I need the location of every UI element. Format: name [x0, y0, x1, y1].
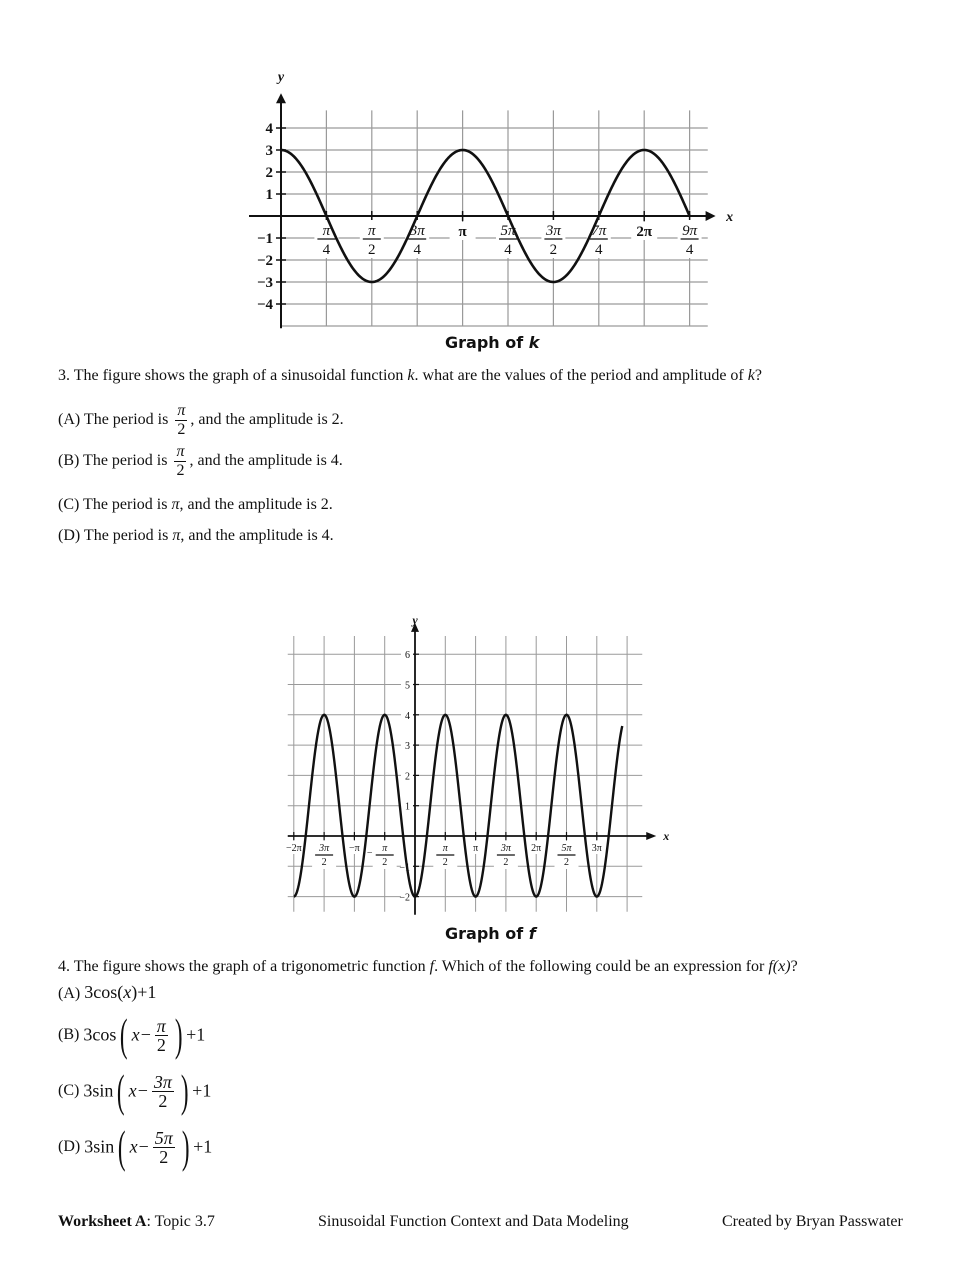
graph-f-x-tick-label [367, 841, 397, 869]
graph-k-x-tick-label-num: π [322, 223, 331, 239]
graph-k-y-tick-label: 1 [265, 187, 273, 203]
graph-f-x-tick-label-num: π [382, 843, 388, 854]
graph-f-x-ticks [283, 832, 608, 869]
graph-k-x-tick-label [405, 220, 429, 258]
graph-k-x-tick-label-den: 2 [549, 242, 558, 258]
graph-k-x-tick-label-den: 4 [595, 242, 603, 258]
graph-k-x-tick-label: 2π [636, 224, 653, 240]
graph-k-x-tick-label-den: 4 [504, 242, 512, 258]
question-3-option-c[interactable]: (C) The period is π, and the amplitude is 2. [58, 496, 333, 513]
graph-f-x-tick-label [494, 841, 518, 869]
graph-f-x-tick-label-den: 2 [321, 857, 327, 868]
question-3-option-a[interactable]: (A) The period is $\frac{\pi}{2}$ , and the amplitude is 2. [58, 402, 344, 438]
graph-f-x-arrow [646, 832, 656, 840]
graph-k-y-tick-label: 4 [265, 121, 273, 137]
graph-f [285, 608, 698, 918]
graph-k-caption: Graph of k [445, 333, 540, 352]
graph-k-x-label: x [726, 210, 734, 225]
graph-f-y-tick-label: 3 [405, 741, 410, 753]
graph-f-y-tick-label: −2 [399, 892, 410, 904]
graph-f-x-tick-label-den: 2 [564, 857, 569, 868]
question-4-option-c[interactable]: (C) 3sin( x− $\frac{3\pi}{2}$ ) +1 [58, 1065, 212, 1116]
graph-k-x-tick-label-num: 9π [682, 223, 698, 239]
graph-f-y-tick-label: 1 [405, 801, 410, 813]
graph-f-x-tick-label-den: 2 [382, 857, 388, 868]
graph-k-y-tick-label: −2 [256, 253, 273, 269]
graph-f-y-ticks [399, 648, 419, 903]
graph-f-x-tick-label: π [473, 843, 479, 854]
graph-f-x-tick-label-den: 2 [503, 857, 509, 868]
graph-f-x-tick-label [433, 841, 457, 869]
graph-k [240, 65, 740, 335]
graph-f-x-label: x [663, 829, 670, 843]
graph-f-y-tick-label: 5 [405, 680, 410, 692]
graph-k-x-tick-label-num: π [368, 223, 376, 239]
graph-k-y-tick-label: −3 [256, 275, 273, 291]
graph-k-x-tick-label-den: 4 [685, 242, 694, 258]
graph-k-x-tick-label-num: 7π [591, 223, 607, 239]
graph-f-x-tick-label: 2π [531, 843, 542, 854]
footer-worksheet: Worksheet A: Topic 3.7 [58, 1213, 215, 1230]
graph-k-x-tick-label [496, 220, 520, 258]
graph-f-x-tick-label-num: π [442, 843, 448, 854]
graph-f-y-label: y [412, 613, 418, 627]
graph-k-y-tick-label: −1 [256, 231, 273, 247]
graph-k-x-tick-label-num: 3π [409, 223, 425, 239]
graph-k-x-tick-label [678, 220, 702, 258]
footer-title: Sinusoidal Function Context and Data Modeling [318, 1213, 629, 1230]
graph-f-x-tick-label [312, 841, 336, 869]
graph-f-x-tick-label-num: 3π [319, 843, 330, 854]
graph-k-x-tick-label [587, 220, 611, 258]
graph-f-x-tick-label [555, 841, 579, 869]
graph-k-x-tick-label [541, 220, 565, 258]
graph-f-y-tick-label: 6 [405, 650, 410, 662]
graph-f-x-tick-label-num: 5π [561, 843, 572, 854]
graph-k-y-arrow [276, 93, 286, 103]
footer-author: Created by Bryan Passwater [722, 1213, 903, 1230]
graph-f-caption: Graph of f [445, 924, 536, 943]
graph-k-x-arrow [706, 211, 716, 221]
question-4-option-d[interactable]: (D) 3sin( x− $\frac{5\pi}{2}$ ) +1 [58, 1121, 213, 1172]
graph-k-x-tick-label-den: 2 [368, 242, 376, 258]
graph-f-y-tick-label: 2 [405, 771, 410, 783]
graph-f-axes [285, 613, 670, 915]
graph-k-y-tick-label: −4 [256, 297, 273, 313]
graph-k-x-tick-label-den: 4 [322, 242, 331, 258]
question-3-stem: 3. The figure shows the graph of a sinusoidal function k. what are the values of the period and amplitude of k? [58, 367, 762, 384]
question-4-option-b[interactable]: (B) 3cos( x− $\frac{\pi}{2}$ ) +1 [58, 1009, 206, 1060]
graph-k-y-label: y [277, 70, 285, 85]
graph-k-y-tick-label: 2 [265, 165, 273, 181]
question-3-option-d[interactable]: (D) The period is π, and the amplitude is 4. [58, 527, 334, 544]
graph-k-x-tick-label-num: 3π [545, 223, 561, 239]
graph-f-x-tick-label-den: 2 [442, 857, 448, 868]
graph-f-x-tick-label-num: 3π [500, 843, 511, 854]
graph-f-x-tick-label: 3π [591, 843, 602, 854]
graph-f-x-tick-label: −2π [285, 843, 302, 854]
graph-f-x-tick-label: −π [349, 843, 360, 854]
question-4-option-a[interactable]: (A) 3cos(x)+1 [58, 982, 157, 1002]
graph-k-x-tick-label-num: 5π [500, 223, 516, 239]
question-3-option-b[interactable]: (B) The period is $\frac{\pi}{2}$ , and the amplitude is 4. [58, 443, 343, 479]
graph-k-axes [249, 70, 733, 328]
graph-f-y-tick-label: −1 [399, 862, 410, 874]
graph-k-x-tick-label-den: 4 [413, 242, 421, 258]
graph-f-y-tick-label: 4 [405, 710, 410, 722]
graph-k-x-tick-label [314, 220, 338, 258]
question-4-stem: 4. The figure shows the graph of a trigonometric function f. Which of the following could be an expression for f(x)? [58, 958, 798, 975]
graph-k-x-tick-label: π [458, 224, 467, 240]
graph-k-y-tick-label: 3 [265, 143, 273, 159]
graph-k-x-tick-label [360, 220, 384, 258]
graph-f-x-tick-label-sign: − [366, 848, 373, 859]
